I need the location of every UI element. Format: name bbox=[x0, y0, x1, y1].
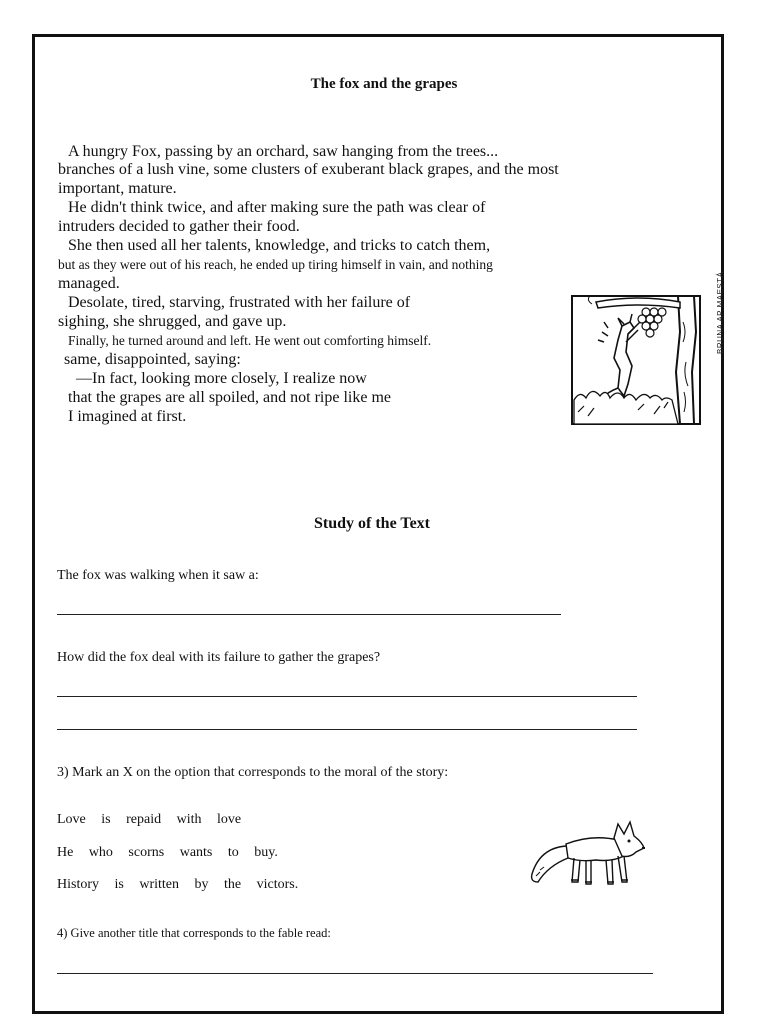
story-line: sighing, she shrugged, and gave up. bbox=[58, 313, 287, 330]
story-line: same, disappointed, saying: bbox=[64, 351, 241, 368]
answer-line[interactable] bbox=[57, 729, 637, 730]
fox-illustration bbox=[526, 816, 652, 892]
story-line: Desolate, tired, starving, frustrated with her failure of bbox=[68, 294, 411, 311]
question-2: How did the fox deal with its failure to gather the grapes? bbox=[57, 650, 381, 665]
study-heading: Study of the Text bbox=[313, 515, 431, 532]
question-1: The fox was walking when it saw a: bbox=[57, 568, 259, 583]
answer-line[interactable] bbox=[57, 973, 653, 974]
story-line: managed. bbox=[58, 275, 120, 292]
moral-option[interactable]: History is written by the victors. bbox=[57, 877, 299, 892]
illustration-credit: BRUNA AP MAESTÁ bbox=[716, 271, 725, 354]
story-line: but as they were out of his reach, he ended up tiring himself in vain, and nothing bbox=[58, 257, 493, 272]
answer-line[interactable] bbox=[57, 614, 561, 615]
answer-line[interactable] bbox=[57, 696, 637, 697]
story-line: intruders decided to gather their food. bbox=[58, 218, 300, 235]
story-line: A hungry Fox, passing by an orchard, saw hanging from the trees... bbox=[68, 143, 499, 160]
story-line: important, mature. bbox=[58, 180, 177, 197]
story-line: that the grapes are all spoiled, and not ripe like me bbox=[68, 389, 391, 406]
story-line: Finally, he turned around and left. He went out comforting himself. bbox=[68, 333, 432, 348]
question-3: 3) Mark an X on the option that corresponds to the moral of the story: bbox=[57, 765, 449, 780]
story-line: I imagined at first. bbox=[68, 408, 187, 425]
fox-grapes-illustration bbox=[568, 292, 708, 428]
story-line: He didn't think twice, and after making sure the path was clear of bbox=[68, 199, 486, 216]
question-4: 4) Give another title that corresponds to the fable read: bbox=[57, 926, 331, 940]
story-line: branches of a lush vine, some clusters of exuberant black grapes, and the most bbox=[58, 161, 559, 178]
moral-option[interactable]: Love is repaid with love bbox=[57, 812, 242, 827]
story-line: She then used all her talents, knowledge, and tricks to catch them, bbox=[68, 237, 491, 254]
story-title: The fox and the grapes bbox=[310, 76, 458, 92]
moral-option[interactable]: He who scorns wants to buy. bbox=[57, 845, 278, 860]
story-line: —In fact, looking more closely, I realize now bbox=[76, 370, 367, 387]
